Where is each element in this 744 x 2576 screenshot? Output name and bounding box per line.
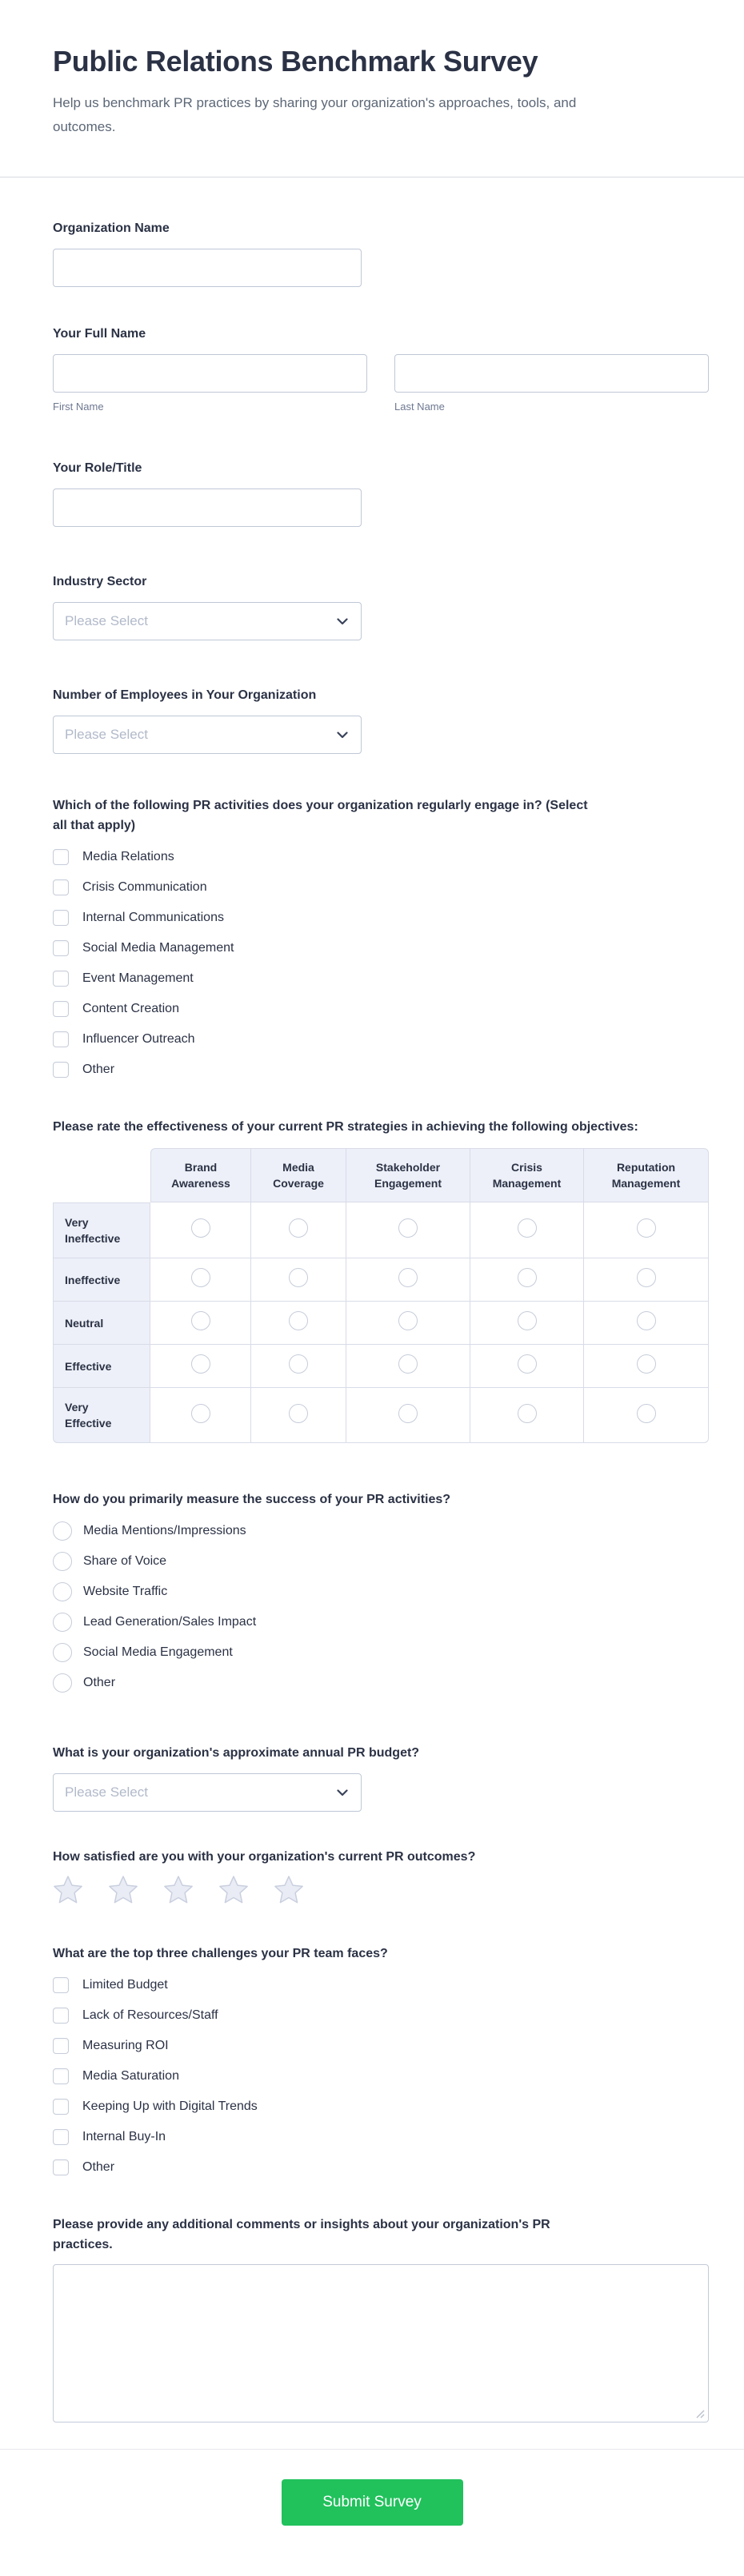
matrix-corner-cell — [53, 1148, 150, 1202]
matrix-cell — [584, 1302, 709, 1345]
comments-textarea[interactable] — [53, 2264, 709, 2422]
industry-select-value: Please Select — [65, 613, 148, 628]
matrix-radio[interactable] — [518, 1311, 537, 1330]
employee-count-select-value: Please Select — [65, 727, 148, 742]
star-icon[interactable] — [163, 1875, 194, 1905]
measure-option — [53, 1516, 709, 1546]
challenges-label: What are the top three challenges your PR team faces? — [53, 1947, 388, 1960]
industry-sector-label: Industry Sector — [53, 575, 147, 588]
measure-radio[interactable] — [53, 1613, 72, 1632]
pr-budget-select-value: Please Select — [65, 1784, 148, 1800]
matrix-radio[interactable] — [398, 1218, 418, 1238]
activity-option — [53, 994, 709, 1024]
matrix-cell — [150, 1302, 251, 1345]
employee-count-select[interactable] — [53, 716, 362, 754]
measure-option-label: Lead Generation/Sales Impact — [83, 1615, 257, 1629]
matrix-radio[interactable] — [191, 1311, 210, 1330]
matrix-cell — [251, 1202, 346, 1258]
matrix-radio[interactable] — [191, 1218, 210, 1238]
submit-survey-button[interactable]: Submit Survey — [282, 2479, 463, 2526]
chevron-down-icon — [337, 1789, 348, 1796]
challenge-option — [53, 2031, 709, 2061]
matrix-cell — [346, 1302, 470, 1345]
activity-checkbox[interactable] — [53, 1031, 69, 1047]
last-name-sublabel: Last Name — [394, 401, 445, 413]
challenge-option-label: Limited Budget — [82, 1978, 168, 1992]
measure-option — [53, 1637, 709, 1668]
challenge-checkbox[interactable] — [53, 2008, 69, 2024]
field-industry-sector — [53, 572, 709, 640]
measure-option-label: Media Mentions/Impressions — [83, 1524, 246, 1537]
matrix-cell — [470, 1345, 584, 1388]
matrix-column-header: Crisis Management — [470, 1148, 584, 1202]
activity-option — [53, 963, 709, 994]
measure-option-label: Share of Voice — [83, 1554, 167, 1568]
matrix-radio[interactable] — [398, 1268, 418, 1287]
challenge-checkbox[interactable] — [53, 2099, 69, 2115]
challenge-checkbox[interactable] — [53, 2068, 69, 2084]
challenge-option — [53, 2092, 709, 2122]
matrix-cell — [584, 1258, 709, 1302]
field-effectiveness-matrix — [53, 1117, 709, 1443]
activity-option — [53, 872, 709, 903]
chevron-down-icon — [337, 732, 348, 739]
field-role-title — [53, 458, 709, 527]
satisfaction-rating-label: How satisfied are you with your organization's current PR outcomes? — [53, 1850, 476, 1864]
activity-option — [53, 842, 709, 872]
pr-activities-options — [53, 842, 709, 1085]
matrix-cell — [584, 1202, 709, 1258]
challenge-option — [53, 2000, 709, 2031]
matrix-radio[interactable] — [289, 1354, 308, 1374]
matrix-cell — [346, 1202, 470, 1258]
form-header — [0, 0, 744, 177]
matrix-cell — [251, 1258, 346, 1302]
matrix-cell — [346, 1388, 470, 1443]
matrix-radio[interactable] — [398, 1404, 418, 1423]
activity-option-label: Crisis Communication — [82, 880, 207, 894]
matrix-cell — [584, 1388, 709, 1443]
matrix-radio[interactable] — [289, 1218, 308, 1238]
matrix-cell — [150, 1388, 251, 1443]
role-title-label: Your Role/Title — [53, 461, 142, 475]
measure-success-label: How do you primarily measure the success of your PR activities? — [53, 1493, 451, 1506]
pr-budget-label: What is your organization's approximate annual PR budget? — [53, 1746, 420, 1760]
field-challenges — [53, 1944, 709, 2183]
matrix-radio[interactable] — [637, 1311, 656, 1330]
last-name-input[interactable] — [394, 354, 709, 393]
employee-count-label: Number of Employees in Your Organization — [53, 688, 317, 702]
activity-option-label: Content Creation — [82, 1002, 179, 1015]
matrix-radio[interactable] — [289, 1268, 308, 1287]
activity-checkbox[interactable] — [53, 879, 69, 895]
measure-option — [53, 1577, 709, 1607]
matrix-radio[interactable] — [518, 1218, 537, 1238]
field-full-name — [53, 324, 709, 413]
measure-radio[interactable] — [53, 1673, 72, 1693]
measure-success-options — [53, 1516, 709, 1698]
matrix-row-label: Effective — [53, 1345, 150, 1388]
activity-option-label: Media Relations — [82, 850, 174, 863]
activity-checkbox[interactable] — [53, 849, 69, 865]
industry-select[interactable] — [53, 602, 362, 640]
matrix-cell — [470, 1302, 584, 1345]
activity-option — [53, 933, 709, 963]
activity-option — [53, 1024, 709, 1055]
challenge-checkbox[interactable] — [53, 2159, 69, 2175]
form-body — [0, 218, 744, 2422]
challenge-option-label: Lack of Resources/Staff — [82, 2008, 218, 2022]
star-icon[interactable] — [274, 1875, 304, 1905]
matrix-radio[interactable] — [289, 1311, 308, 1330]
challenge-option-label: Keeping Up with Digital Trends — [82, 2099, 258, 2113]
challenge-option-label: Other — [82, 2160, 115, 2174]
matrix-radio[interactable] — [518, 1268, 537, 1287]
matrix-row-label: Ineffective — [53, 1258, 150, 1302]
activity-checkbox[interactable] — [53, 940, 69, 956]
textarea-resize-handle[interactable] — [695, 2409, 705, 2418]
matrix-cell — [346, 1258, 470, 1302]
star-icon[interactable] — [53, 1875, 83, 1905]
organization-name-input[interactable] — [53, 249, 362, 287]
activity-checkbox[interactable] — [53, 971, 69, 987]
full-name-label: Your Full Name — [53, 327, 146, 341]
matrix-cell — [584, 1345, 709, 1388]
matrix-radio[interactable] — [191, 1354, 210, 1374]
matrix-cell — [470, 1202, 584, 1258]
activity-option-label: Social Media Management — [82, 941, 234, 955]
field-satisfaction-rating — [53, 1847, 709, 1905]
field-pr-activities — [53, 796, 709, 1085]
field-measure-success — [53, 1489, 709, 1698]
measure-radio[interactable] — [53, 1521, 72, 1541]
challenge-option-label: Media Saturation — [82, 2069, 179, 2083]
role-title-input[interactable] — [53, 488, 362, 527]
organization-name-label: Organization Name — [53, 221, 170, 235]
page-title: Public Relations Benchmark Survey — [53, 45, 538, 78]
matrix-radio[interactable] — [518, 1354, 537, 1374]
matrix-radio[interactable] — [637, 1354, 656, 1374]
matrix-radio[interactable] — [518, 1404, 537, 1423]
challenge-option-label: Internal Buy-In — [82, 2130, 166, 2143]
matrix-row-label: Very Ineffective — [53, 1202, 150, 1258]
challenge-option — [53, 2122, 709, 2152]
challenge-option-label: Measuring ROI — [82, 2039, 169, 2052]
star-icon[interactable] — [108, 1875, 138, 1905]
pr-activities-label: Which of the following PR activities does your organization regularly engage in? (Select all that apply) — [53, 799, 588, 832]
matrix-cell — [470, 1388, 584, 1443]
pr-budget-select[interactable] — [53, 1773, 362, 1812]
effectiveness-matrix-table — [53, 1148, 709, 1443]
challenge-option — [53, 2152, 709, 2183]
activity-checkbox[interactable] — [53, 1062, 69, 1078]
challenges-options — [53, 1970, 709, 2183]
matrix-column-header: Brand Awareness — [150, 1148, 251, 1202]
first-name-input[interactable] — [53, 354, 367, 393]
activity-option-label: Other — [82, 1063, 115, 1076]
matrix-cell — [150, 1202, 251, 1258]
form-footer — [0, 2449, 744, 2566]
matrix-radio[interactable] — [637, 1268, 656, 1287]
challenge-option — [53, 1970, 709, 2000]
measure-radio[interactable] — [53, 1552, 72, 1571]
matrix-row-label: Very Effective — [53, 1388, 150, 1443]
first-name-sublabel: First Name — [53, 401, 104, 413]
matrix-cell — [150, 1345, 251, 1388]
measure-option — [53, 1546, 709, 1577]
challenge-option — [53, 2061, 709, 2092]
field-employee-count — [53, 685, 709, 754]
comments-label: Please provide any additional comments or insights about your organization's PR practices. — [53, 2218, 550, 2251]
activity-option — [53, 1055, 709, 1085]
activity-checkbox[interactable] — [53, 1001, 69, 1017]
matrix-cell — [346, 1345, 470, 1388]
matrix-cell — [251, 1302, 346, 1345]
measure-option-label: Website Traffic — [83, 1585, 168, 1598]
matrix-cell — [470, 1258, 584, 1302]
matrix-radio[interactable] — [637, 1218, 656, 1238]
matrix-cell — [150, 1258, 251, 1302]
measure-radio[interactable] — [53, 1582, 72, 1601]
activity-option-label: Influencer Outreach — [82, 1032, 195, 1046]
activity-option-label: Internal Communications — [82, 911, 224, 924]
matrix-column-header: Media Coverage — [251, 1148, 346, 1202]
effectiveness-matrix-label: Please rate the effectiveness of your current PR strategies in achieving the following objectives: — [53, 1120, 638, 1134]
page-subtitle: Help us benchmark PR practices by sharing your organization's approaches, tools, and outcomes. — [53, 95, 577, 134]
matrix-cell — [251, 1388, 346, 1443]
measure-option — [53, 1668, 709, 1698]
matrix-row-label: Neutral — [53, 1302, 150, 1345]
matrix-radio[interactable] — [398, 1311, 418, 1330]
star-icon[interactable] — [218, 1875, 249, 1905]
field-pr-budget — [53, 1743, 709, 1812]
matrix-radio[interactable] — [191, 1268, 210, 1287]
matrix-radio[interactable] — [398, 1354, 418, 1374]
matrix-radio[interactable] — [191, 1404, 210, 1423]
field-organization-name — [53, 218, 709, 287]
measure-radio[interactable] — [53, 1643, 72, 1662]
measure-option — [53, 1607, 709, 1637]
chevron-down-icon — [337, 618, 348, 625]
challenge-checkbox[interactable] — [53, 2129, 69, 2145]
matrix-radio[interactable] — [289, 1404, 308, 1423]
measure-option-label: Other — [83, 1676, 116, 1689]
measure-option-label: Social Media Engagement — [83, 1645, 233, 1659]
matrix-column-header: Reputation Management — [584, 1148, 709, 1202]
matrix-cell — [251, 1345, 346, 1388]
matrix-radio[interactable] — [637, 1404, 656, 1423]
activity-option — [53, 903, 709, 933]
star-rating — [53, 1875, 709, 1905]
challenge-checkbox[interactable] — [53, 1977, 69, 1993]
challenge-checkbox[interactable] — [53, 2038, 69, 2054]
activity-option-label: Event Management — [82, 971, 194, 985]
field-comments — [53, 2215, 709, 2422]
matrix-column-header: Stakeholder Engagement — [346, 1148, 470, 1202]
activity-checkbox[interactable] — [53, 910, 69, 926]
